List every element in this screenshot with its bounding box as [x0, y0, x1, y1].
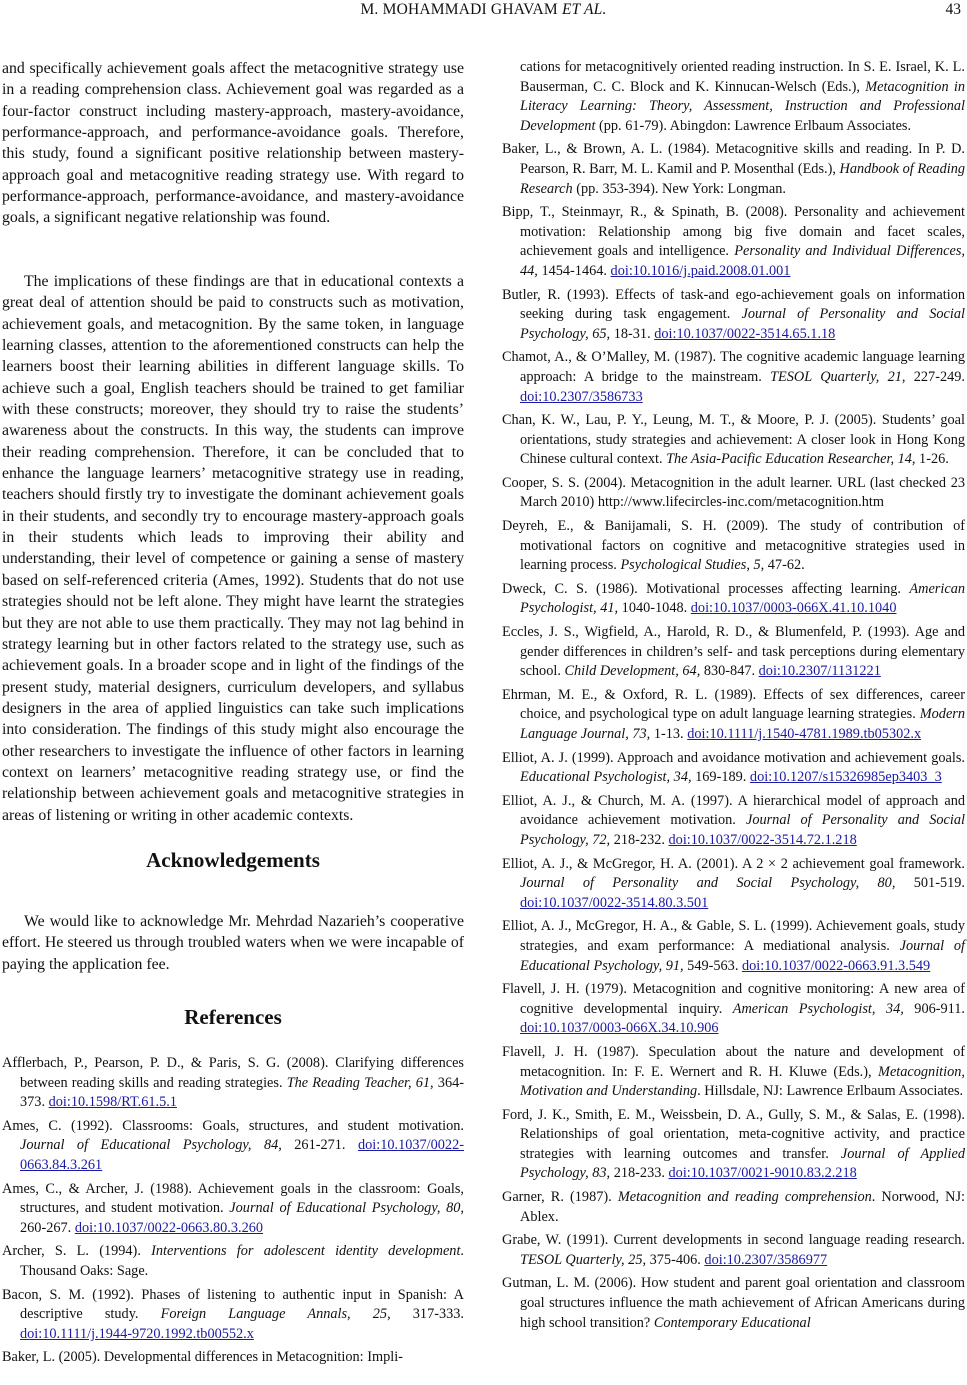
reference-text: Archer, S. L. (1994).	[2, 1243, 152, 1260]
reference-text: 227-249.	[905, 368, 965, 385]
reference-source: Journal of Personality and Social Psychology, 65,	[520, 306, 965, 342]
reference-source: Journal of Personality and Social Psychology, 80,	[520, 875, 896, 892]
reference-text: cations for metacognitively oriented reading instruction. In S. E. Israel, K. L. Bauserman, C. C. Block and K. Kinnucan-Welsch (Eds.),	[520, 59, 965, 95]
doi-link[interactable]: doi:10.1037/0022-3514.72.1.218	[668, 831, 857, 848]
reference-text: Elliot, A. J., & Church, M. A. (1997). A hierarchical model of approach and avoidance achievement motivation.	[502, 792, 965, 829]
reference-text: 501-519.	[895, 875, 965, 892]
reference-text: Ford, J. K., Smith, E. M., Weissbein, D. A., Gully, S. M., & Salas, E. (1998). Relationships of goal orientation, meta-cognitive activity, and practice strategies with learning outcomes and transfer.	[502, 1106, 965, 1162]
reference-entry	[2, 1242, 464, 1281]
reference-source: Journal of Educational Psychology, 80,	[229, 1200, 464, 1217]
left-column	[2, 58, 464, 1372]
reference-entry	[502, 792, 965, 851]
reference-entry	[502, 1043, 965, 1102]
reference-source: TESOL Quarterly, 21,	[770, 368, 906, 385]
reference-text: . Norwood, NJ: Ablex.	[520, 1189, 965, 1225]
reference-text: Gutman, L. M. (2006). How student and parent goal orientation and classroom goal structures influence the math achievement of African Americans during high school transition?	[502, 1275, 965, 1331]
reference-text: Grabe, W. (1991). Current developments in second language reading research.	[502, 1232, 965, 1249]
doi-link[interactable]: doi:10.1111/j.1944-9720.1992.tb00552.x	[20, 1325, 254, 1342]
doi-link[interactable]: doi:10.2307/3586977	[704, 1251, 828, 1268]
reference-text: 260-267.	[20, 1219, 75, 1236]
reference-text: Cooper, S. S. (2004). Metacognition in the adult learner. URL (last checked 23 March 2010) http://www.lifecircles-inc.com/metacognition.htm	[502, 474, 965, 511]
reference-source: Journal of Educational Psychology, 91,	[520, 937, 966, 974]
doi-link[interactable]: doi:10.1016/j.paid.2008.01.001	[610, 262, 791, 279]
reference-entry	[502, 1274, 965, 1333]
reference-entry	[502, 917, 965, 976]
doi-link[interactable]: doi:10.1037/0022-3514.65.1.18	[654, 325, 836, 342]
reference-source: TESOL Quarterly, 25,	[520, 1251, 647, 1268]
reference-source: Child Development, 64,	[564, 663, 701, 680]
doi-link[interactable]: doi:10.2307/1131221	[758, 663, 881, 680]
doi-link[interactable]: doi:10.1037/0003-066X.34.10.906	[520, 1020, 719, 1037]
references-heading: References	[184, 1004, 282, 1029]
doi-link[interactable]: doi:10.1037/0003-066X.41.10.1040	[690, 600, 897, 617]
body-paragraph: and specifically achievement goals affect the metacognitive strategy use in a reading comprehension class. Achievement goal was regarded as a four-factor construct including mastery-approach, mastery-avoidance, performance-approach, and performance-avoidance goals. Therefore, this study, found a significant positive relationship between mastery-approach goal and metacognitive reading strategy use. With regard to performance-approach, performance-avoidance, and mastery-avoidance goals, a significant negative relationship was found.	[2, 60, 464, 227]
reference-text: 47-62.	[764, 557, 805, 574]
acknowledgements-text: We would like to acknowledge Mr. Mehrdad Nazarieh’s cooperative effort. He steered us through troubled waters when we were incapable of paying the application fee.	[2, 912, 464, 973]
doi-link[interactable]: doi:10.1037/0022-3514.80.3.501	[520, 894, 709, 911]
reference-text: Elliot, A. J. (1999). Approach and avoidance motivation and achievement goals.	[502, 749, 965, 766]
reference-source: Journal of Educational Psychology, 84,	[20, 1137, 282, 1154]
reference-text: Baker, L., & Brown, A. L. (1984). Metacognitive skills and reading. In P. D. Pearson, R. Barr, M. L. Kamil and P. Mosenthal (Eds.),	[502, 141, 965, 177]
reference-text: 906-911.	[903, 1000, 965, 1017]
reference-text: Ames, C., & Archer, J. (1988). Achievement goals in the classroom: Goals, structures, and student motivation.	[2, 1180, 464, 1217]
reference-entry	[502, 980, 965, 1039]
page-number: 43	[945, 1, 961, 18]
doi-link[interactable]: doi:10.1037/0021-9010.83.2.218	[668, 1165, 857, 1182]
reference-text: Flavell, J. H. (1979). Metacognition and cognitive monitoring: A new area of cognitive developmental inquiry.	[502, 981, 965, 1017]
reference-source: The Asia-Pacific Education Researcher, 14,	[666, 451, 916, 468]
reference-text: 317-333.	[390, 1306, 464, 1323]
reference-text: . Hillsdale, NJ: Lawrence Erlbaum Associates.	[697, 1083, 964, 1100]
doi-link[interactable]: doi:10.1207/s15326985ep3403_3	[749, 769, 942, 786]
reference-source: Modern Language Journal, 73,	[520, 706, 965, 742]
reference-text: Flavell, J. H. (1987). Speculation about the nature and development of metacognition. In: F. E. Wernert and R. H. Kluwe (Eds.),	[502, 1043, 965, 1080]
reference-entry	[502, 686, 965, 745]
reference-text: 261-271.	[281, 1137, 358, 1154]
reference-text: Bacon, S. M. (1992). Phases of listening to authentic input in Spanish: A descriptive study.	[2, 1286, 464, 1323]
reference-entry	[502, 474, 965, 513]
reference-entry	[2, 1180, 464, 1239]
reference-source: Metacognition and reading comprehension	[617, 1189, 872, 1206]
reference-source: Metacognition, Motivation and Understanding	[520, 1063, 965, 1100]
reference-text: 364-373.	[20, 1074, 464, 1111]
reference-text: Dweck, C. S. (1986). Motivational processes affecting learning.	[502, 580, 910, 597]
reference-entry	[2, 1348, 464, 1368]
reference-text: (pp. 353-394). New York: Longman.	[572, 180, 786, 197]
reference-entry	[502, 1231, 965, 1270]
reference-entry	[502, 1106, 965, 1184]
reference-entry	[502, 140, 965, 199]
reference-text: 218-233.	[610, 1165, 669, 1182]
doi-link[interactable]: doi:10.1598/RT.61.5.1	[48, 1094, 177, 1111]
running-header	[0, 1, 967, 23]
reference-entry	[502, 749, 965, 788]
reference-entry	[2, 1286, 464, 1345]
reference-text: Deyreh, E., & Banijamali, S. H. (2009). The study of contribution of motivational factors on cognitive and metacognitive strategies used in learning process.	[502, 518, 965, 574]
reference-text: 830-847.	[700, 663, 759, 680]
reference-text: Baker, L. (2005). Developmental differences in Metacognition: Impli-	[2, 1349, 403, 1366]
reference-source: Interventions for adolescent identity development	[151, 1243, 461, 1260]
reference-source: American Psychologist, 34,	[732, 1000, 904, 1017]
doi-link[interactable]: doi:10.1037/0022-0663.84.3.261	[20, 1137, 464, 1173]
reference-entry	[502, 411, 965, 470]
reference-text: Butler, R. (1993). Effects of task-and ego-achievement goals on information seeking during task engagement.	[502, 286, 965, 323]
reference-entry	[502, 1188, 965, 1227]
reference-text: 1454-1464.	[537, 262, 611, 279]
doi-link[interactable]: doi:10.2307/3586733	[520, 388, 643, 405]
running-head-etal: ET AL.	[561, 1, 607, 18]
reference-text: 1-26.	[915, 451, 949, 468]
reference-entry	[502, 580, 965, 619]
reference-entry	[502, 855, 965, 914]
reference-source: Handbook of Reading Research	[520, 160, 965, 197]
reference-text: Chamot, A., & O’Malley, M. (1987). The cognitive academic language learning approach: A bridge to the mainstream.	[502, 349, 965, 385]
reference-source: Metacognition in Literacy Learning: Theory, Assessment, Instruction and Professional Development	[520, 78, 965, 134]
reference-text: Ames, C. (1992). Classrooms: Goals, structures, and student motivation.	[2, 1117, 464, 1134]
reference-source: American Psychologist, 41,	[520, 580, 965, 617]
reference-text: Afflerbach, P., Pearson, P. D., & Paris, S. G. (2008). Clarifying differences between reading skills and reading strategies.	[2, 1054, 464, 1091]
reference-text: 18-31.	[610, 325, 655, 342]
reference-entry	[502, 623, 965, 682]
reference-entry	[502, 58, 965, 136]
running-head-authors: M. MOHAMMADI GHAVAM	[360, 1, 558, 18]
reference-source: The Reading Teacher, 61,	[286, 1074, 434, 1091]
reference-text: . Thousand Oaks: Sage.	[20, 1243, 464, 1279]
reference-text: 375-406.	[646, 1251, 705, 1268]
reference-list	[2, 1054, 464, 1368]
reference-source: Contemporary Educational	[653, 1314, 811, 1331]
reference-text: 1040-1048.	[618, 600, 691, 617]
reference-source: Educational Psychologist, 34,	[520, 769, 692, 786]
reference-list	[502, 58, 965, 1333]
reference-entry	[502, 286, 965, 345]
reference-entry	[502, 348, 965, 407]
reference-source: Personality and Individual Differences, 44,	[520, 243, 966, 279]
reference-entry	[2, 1117, 464, 1176]
reference-text: 549-563.	[683, 957, 742, 974]
reference-text: Ehrman, M. E., & Oxford, R. L. (1989). Effects of sex differences, career choice, and psychological type on adult language learning strategies.	[502, 686, 965, 723]
reference-entry	[502, 203, 965, 281]
doi-link[interactable]: doi:10.1111/j.1540-4781.1989.tb05302.x	[687, 726, 922, 742]
reference-text: Elliot, A. J., McGregor, H. A., & Gable, S. L. (1999). Achievement goals, study strategies, and exam performance: A mediational analysis.	[502, 918, 965, 954]
reference-text: Garner, R. (1987).	[502, 1189, 618, 1206]
reference-source: Foreign Language Annals, 25,	[160, 1306, 391, 1323]
doi-link[interactable]: doi:10.1037/0022-0663.91.3.549	[741, 957, 931, 974]
reference-text: Eccles, J. S., Wigfield, A., Harold, R. D., & Blumenfeld, P. (1993). Age and gender differences in children’s self- and task perceptions during elementary school.	[502, 624, 965, 680]
reference-text: Elliot, A. J., & McGregor, H. A. (2001). A 2 × 2 achievement goal framework.	[502, 855, 965, 872]
reference-source: Psychological Studies, 5,	[620, 557, 765, 574]
reference-text: 218-232.	[610, 831, 669, 848]
reference-source: Journal of Applied Psychology, 83,	[520, 1145, 965, 1182]
reference-text: 1-13.	[650, 726, 688, 742]
reference-source: Journal of Personality and Social Psychology, 72,	[520, 812, 965, 848]
acknowledgements-heading: Acknowledgements	[146, 847, 320, 872]
reference-text: Chan, K. W., Lau, P. Y., Leung, M. T., & Moore, P. J. (2005). Students’ goal orientations, study strategies and achievement: A closer look in Hong Kong Chinese cultural context.	[502, 412, 965, 468]
reference-text: (pp. 61-79). Abingdon: Lawrence Erlbaum Associates.	[595, 117, 912, 134]
right-column	[502, 58, 965, 1337]
running-head	[0, 1, 967, 19]
doi-link[interactable]: doi:10.1037/0022-0663.80.3.260	[74, 1219, 264, 1236]
body-paragraph: The implications of these findings are that in educational contexts a great deal of attention should be paid to constructs such as motivation, achievement goals, and metacognition. By the same token, in language learning classes, attention to the aforementioned constructs can help the learners boost their learning abilities in different language skills. To achieve such a goal, English teachers should be trained to get familiar with these constructs; moreover, they should try to raise the students’ awareness about the constructs. In this way, the students can improve their reading comprehension. Therefore, it can be concluded that to enhance the language learners’ metacognitive strategy use in reading, teachers should firstly try to investigate the dominant achievement goals in their students, and secondly try to encourage mastery-approach goals in their students which leads to improving their ability and understanding, their level of competence or gaining a sense of mastery based on self-referenced criteria (Ames, 1992). Students that do not use strategies should not be left alone. They might have learnt the strategies but they are not able to use them practically. They may not lag behind in strategy learning but in other factors related to the strategy use, such as achievement goals. In a broader scope and in light of the findings of the present study, material designers, curriculum developers, and syllabus designers in the area of applied linguistics can take such implications into consideration. The findings of this study might also encourage the other researchers to investigate the influence of other factors in learning context on learners’ metacognitive reading strategy use, or find the relationship between achievement goals and metacognitive strategies in areas of listening or writing in other academic contexts.	[2, 273, 464, 824]
reference-entry	[502, 517, 965, 576]
reference-text: Bipp, T., Steinmayr, R., & Spinath, B. (2008). Personality and achievement motivation: Relationship among big five domain and facet scales, achievement goals and intelligence.	[502, 204, 965, 260]
reference-text: 169-189.	[691, 769, 750, 786]
reference-entry	[2, 1054, 464, 1113]
